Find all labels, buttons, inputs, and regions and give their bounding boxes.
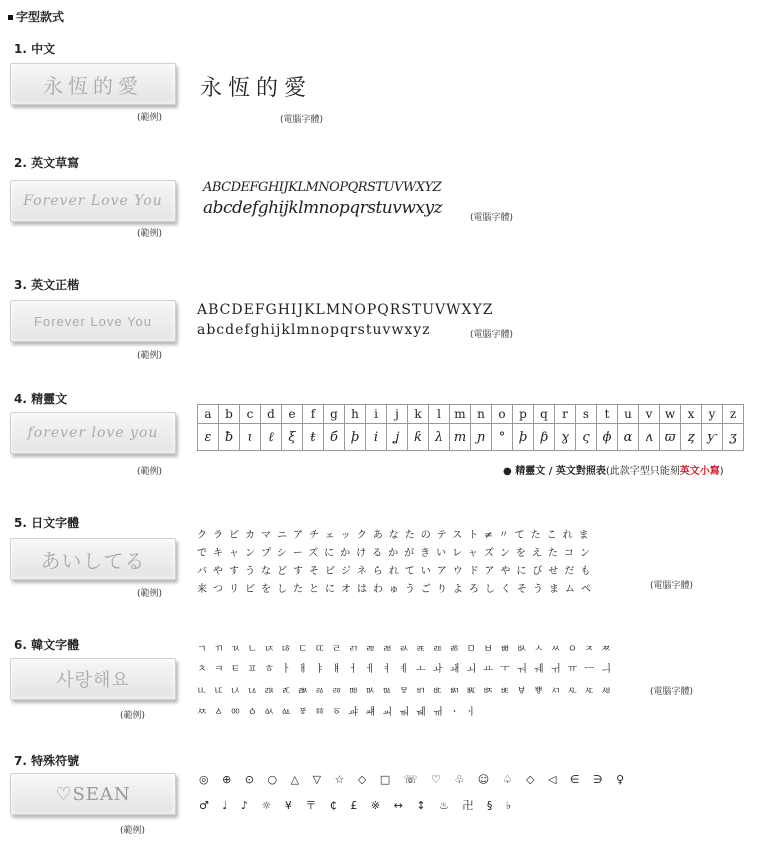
- japanese-sample-plate: あいしてる: [10, 538, 176, 580]
- symbols-example-caption: (範例): [120, 826, 146, 836]
- elvish-table-glyph: ƀ: [219, 424, 240, 451]
- section-title-elvish: 4. 精靈文: [14, 392, 68, 406]
- elvish-table-letter: j: [387, 405, 408, 424]
- elvish-table-letter: f: [303, 405, 324, 424]
- symbols-row-1: ◎ ⊕ ⊙ ○ △ ▽ ☆ ◇ □ ☏ ♡ ♧ ☺ ♤ ◇ ◁ ∈ ∋ ♀: [199, 773, 625, 786]
- regular-sample-plate: Forever Love You: [10, 300, 176, 342]
- elvish-table-letter: o: [492, 405, 513, 424]
- elvish-table-letter: u: [618, 405, 639, 424]
- elvish-table-glyph: ξ: [282, 424, 303, 451]
- elvish-table-letter: p: [513, 405, 534, 424]
- elvish-table-letter: l: [429, 405, 450, 424]
- section-title-regular: 3. 英文正楷: [14, 278, 80, 292]
- japanese-computer-font-caption: (電腦字體): [650, 581, 694, 591]
- note-prefix: 精靈文 / 英文對照表: [515, 466, 606, 477]
- note-lowercase-only: 英文小寫: [679, 466, 720, 477]
- elvish-sample-plate: forever love you: [10, 412, 176, 454]
- chinese-example-caption: (範例): [137, 113, 163, 123]
- elvish-table-letter: w: [660, 405, 681, 424]
- elvish-example-caption: (範例): [137, 467, 163, 477]
- symbols-row-2: ♂ ♩ ♪ ☼ ¥ 〒 ₵ £ ※ ↔ ↕ ♨ 卍 § ♭: [199, 799, 512, 812]
- section-title-script: 2. 英文草寫: [14, 156, 80, 170]
- elvish-table-glyph: ȥ: [681, 424, 702, 451]
- elvish-table-letter: h: [345, 405, 366, 424]
- elvish-table-letter: q: [534, 405, 555, 424]
- elvish-table-letter: k: [408, 405, 429, 424]
- elvish-table-letter: t: [597, 405, 618, 424]
- japanese-row-1: クラピカマニアチェックあなたのテスト≠〃てたこれま: [197, 530, 595, 541]
- korean-computer-font-caption: (電腦字體): [650, 687, 694, 697]
- korean-row-4: ㅾ ㅿ ㆀ ㆁ ㆂ ㆃ ㆄ ㆅ ㆆ ㆇ ㆈ ㆉ ㆊ ㆋ ㆌ ㆍ ㆎ: [197, 707, 479, 718]
- elvish-table-glyph: ℓ: [261, 424, 282, 451]
- elvish-table-letter: m: [450, 405, 471, 424]
- chinese-computer-font-caption: (電腦字體): [280, 115, 324, 125]
- elvish-table-letter: r: [555, 405, 576, 424]
- japanese-row-4: 来つリピをしたとにオはわゅうごりよろしくそうまムペ: [197, 584, 597, 595]
- section-title-korean: 6. 韓文字體: [14, 638, 80, 652]
- note-paren-open: (此款字型只能刻: [605, 466, 680, 477]
- page-title: [8, 8, 64, 25]
- japanese-row-2: でキャンプシーズにかけるかがきいレャズンをえたコン: [197, 548, 596, 559]
- elvish-table-glyph: ϖ: [660, 424, 681, 451]
- elvish-table-letter: e: [282, 405, 303, 424]
- elvish-table-glyph: ς: [576, 424, 597, 451]
- elvish-table-glyph: ϕ: [597, 424, 618, 451]
- regular-lowercase-sample: abcdefghijklmnopqrstuvwxyz: [197, 322, 431, 338]
- elvish-table-glyph: ɣ: [555, 424, 576, 451]
- japanese-row-3: バやすうなどすそビジネられていアウドアやにびせだも: [197, 566, 597, 577]
- elvish-table-letter: a: [198, 405, 219, 424]
- elvish-table-letter: s: [576, 405, 597, 424]
- section-title-symbols: 7. 特殊符號: [14, 754, 80, 768]
- bullet-square-icon: [8, 15, 13, 20]
- elvish-table-glyph: m: [450, 424, 471, 451]
- korean-example-caption: (範例): [120, 711, 146, 721]
- elvish-english-table: [197, 404, 744, 451]
- elvish-table-note: [503, 462, 724, 477]
- elvish-table-glyph: ƙ: [408, 424, 429, 451]
- elvish-table-letter: i: [366, 405, 387, 424]
- elvish-table-glyph: ɑ: [618, 424, 639, 451]
- page-title-text: 字型款式: [16, 10, 65, 24]
- elvish-table-letter: v: [639, 405, 660, 424]
- bullet-dot-icon: ●: [503, 466, 512, 477]
- section-title-japanese: 5. 日文字體: [14, 516, 80, 530]
- elvish-table-glyph: ϸ: [513, 424, 534, 451]
- korean-row-2: ㅊ ㅋ ㅌ ㅍ ㅎ ㅏ ㅐ ㅑ ㅒ ㅓ ㅔ ㅕ ㅖ ㅗ ㅘ ㅙ ㅚ ㅛ ㅜ ㅝ ㅞ ㅟ ㅠ ㅡ ㅢ: [197, 664, 613, 675]
- chinese-sample-plate: 永恆的愛: [10, 63, 176, 105]
- script-example-caption: (範例): [137, 229, 163, 239]
- elvish-table-letter: z: [723, 405, 744, 424]
- elvish-table-letter: g: [324, 405, 345, 424]
- elvish-table-glyph: i: [366, 424, 387, 451]
- elvish-table-glyph: ε: [198, 424, 219, 451]
- korean-row-1: ㄱ ㄲ ㄳ ㄴ ㄵ ㄶ ㄷ ㄸ ㄹ ㄺ ㄻ ㄼ ㄽ ㄾ ㄿ ㅀ ㅁ ㅂ ㅃ ㅄ ㅅ ㅆ ㅇ ㅈ ㅉ: [197, 644, 613, 655]
- elvish-table-letter: c: [240, 405, 261, 424]
- elvish-table-letter: x: [681, 405, 702, 424]
- elvish-table-letter: n: [471, 405, 492, 424]
- elvish-table-glyph: ŧ: [303, 424, 324, 451]
- elvish-table-glyph: ʒ: [723, 424, 744, 451]
- elvish-table-letter: b: [219, 405, 240, 424]
- script-computer-font-caption: (電腦字體): [470, 213, 514, 223]
- regular-example-caption: (範例): [137, 351, 163, 361]
- japanese-example-caption: (範例): [137, 589, 163, 599]
- elvish-table-glyph: ɩ: [240, 424, 261, 451]
- note-paren-close: ): [719, 466, 724, 477]
- script-uppercase-sample: ABCDEFGHIJKLMNOPQRSTUVWXYZ: [203, 180, 442, 195]
- korean-sample-plate: 사랑해요: [10, 658, 176, 700]
- elvish-table-glyph: ɲ: [471, 424, 492, 451]
- korean-row-3: ㅥ ㅦ ㅧ ㅨ ㅩ ㅪ ㅫ ㅬ ㅭ ㅮ ㅯ ㅰ ㅱ ㅲ ㅳ ㅴ ㅵ ㅶ ㅷ ㅸ ㅹ ㅺ ㅻ ㅼ ㅽ: [197, 686, 613, 697]
- elvish-table-glyph: ʝ: [387, 424, 408, 451]
- regular-computer-font-caption: (電腦字體): [470, 330, 514, 340]
- elvish-table-glyph: ƴ: [702, 424, 723, 451]
- elvish-table-glyph: λ: [429, 424, 450, 451]
- elvish-table-glyph: б: [324, 424, 345, 451]
- symbols-sample-plate: ♡SEAN: [10, 773, 176, 815]
- elvish-table-glyph: °: [492, 424, 513, 451]
- elvish-table-glyph: ƥ: [534, 424, 555, 451]
- script-lowercase-sample: abcdefghijklmnopqrstuvwxyz: [203, 198, 443, 218]
- elvish-table-letter: d: [261, 405, 282, 424]
- section-title-chinese: 1. 中文: [14, 42, 56, 56]
- script-sample-plate: Forever Love You: [10, 180, 176, 222]
- elvish-table-glyph: þ: [345, 424, 366, 451]
- elvish-table-letter: y: [702, 405, 723, 424]
- regular-uppercase-sample: ABCDEFGHIJKLMNOPQRSTUVWXYZ: [197, 302, 494, 318]
- chinese-font-sample: 永恆的愛: [200, 76, 313, 101]
- elvish-table-glyph: ʌ: [639, 424, 660, 451]
